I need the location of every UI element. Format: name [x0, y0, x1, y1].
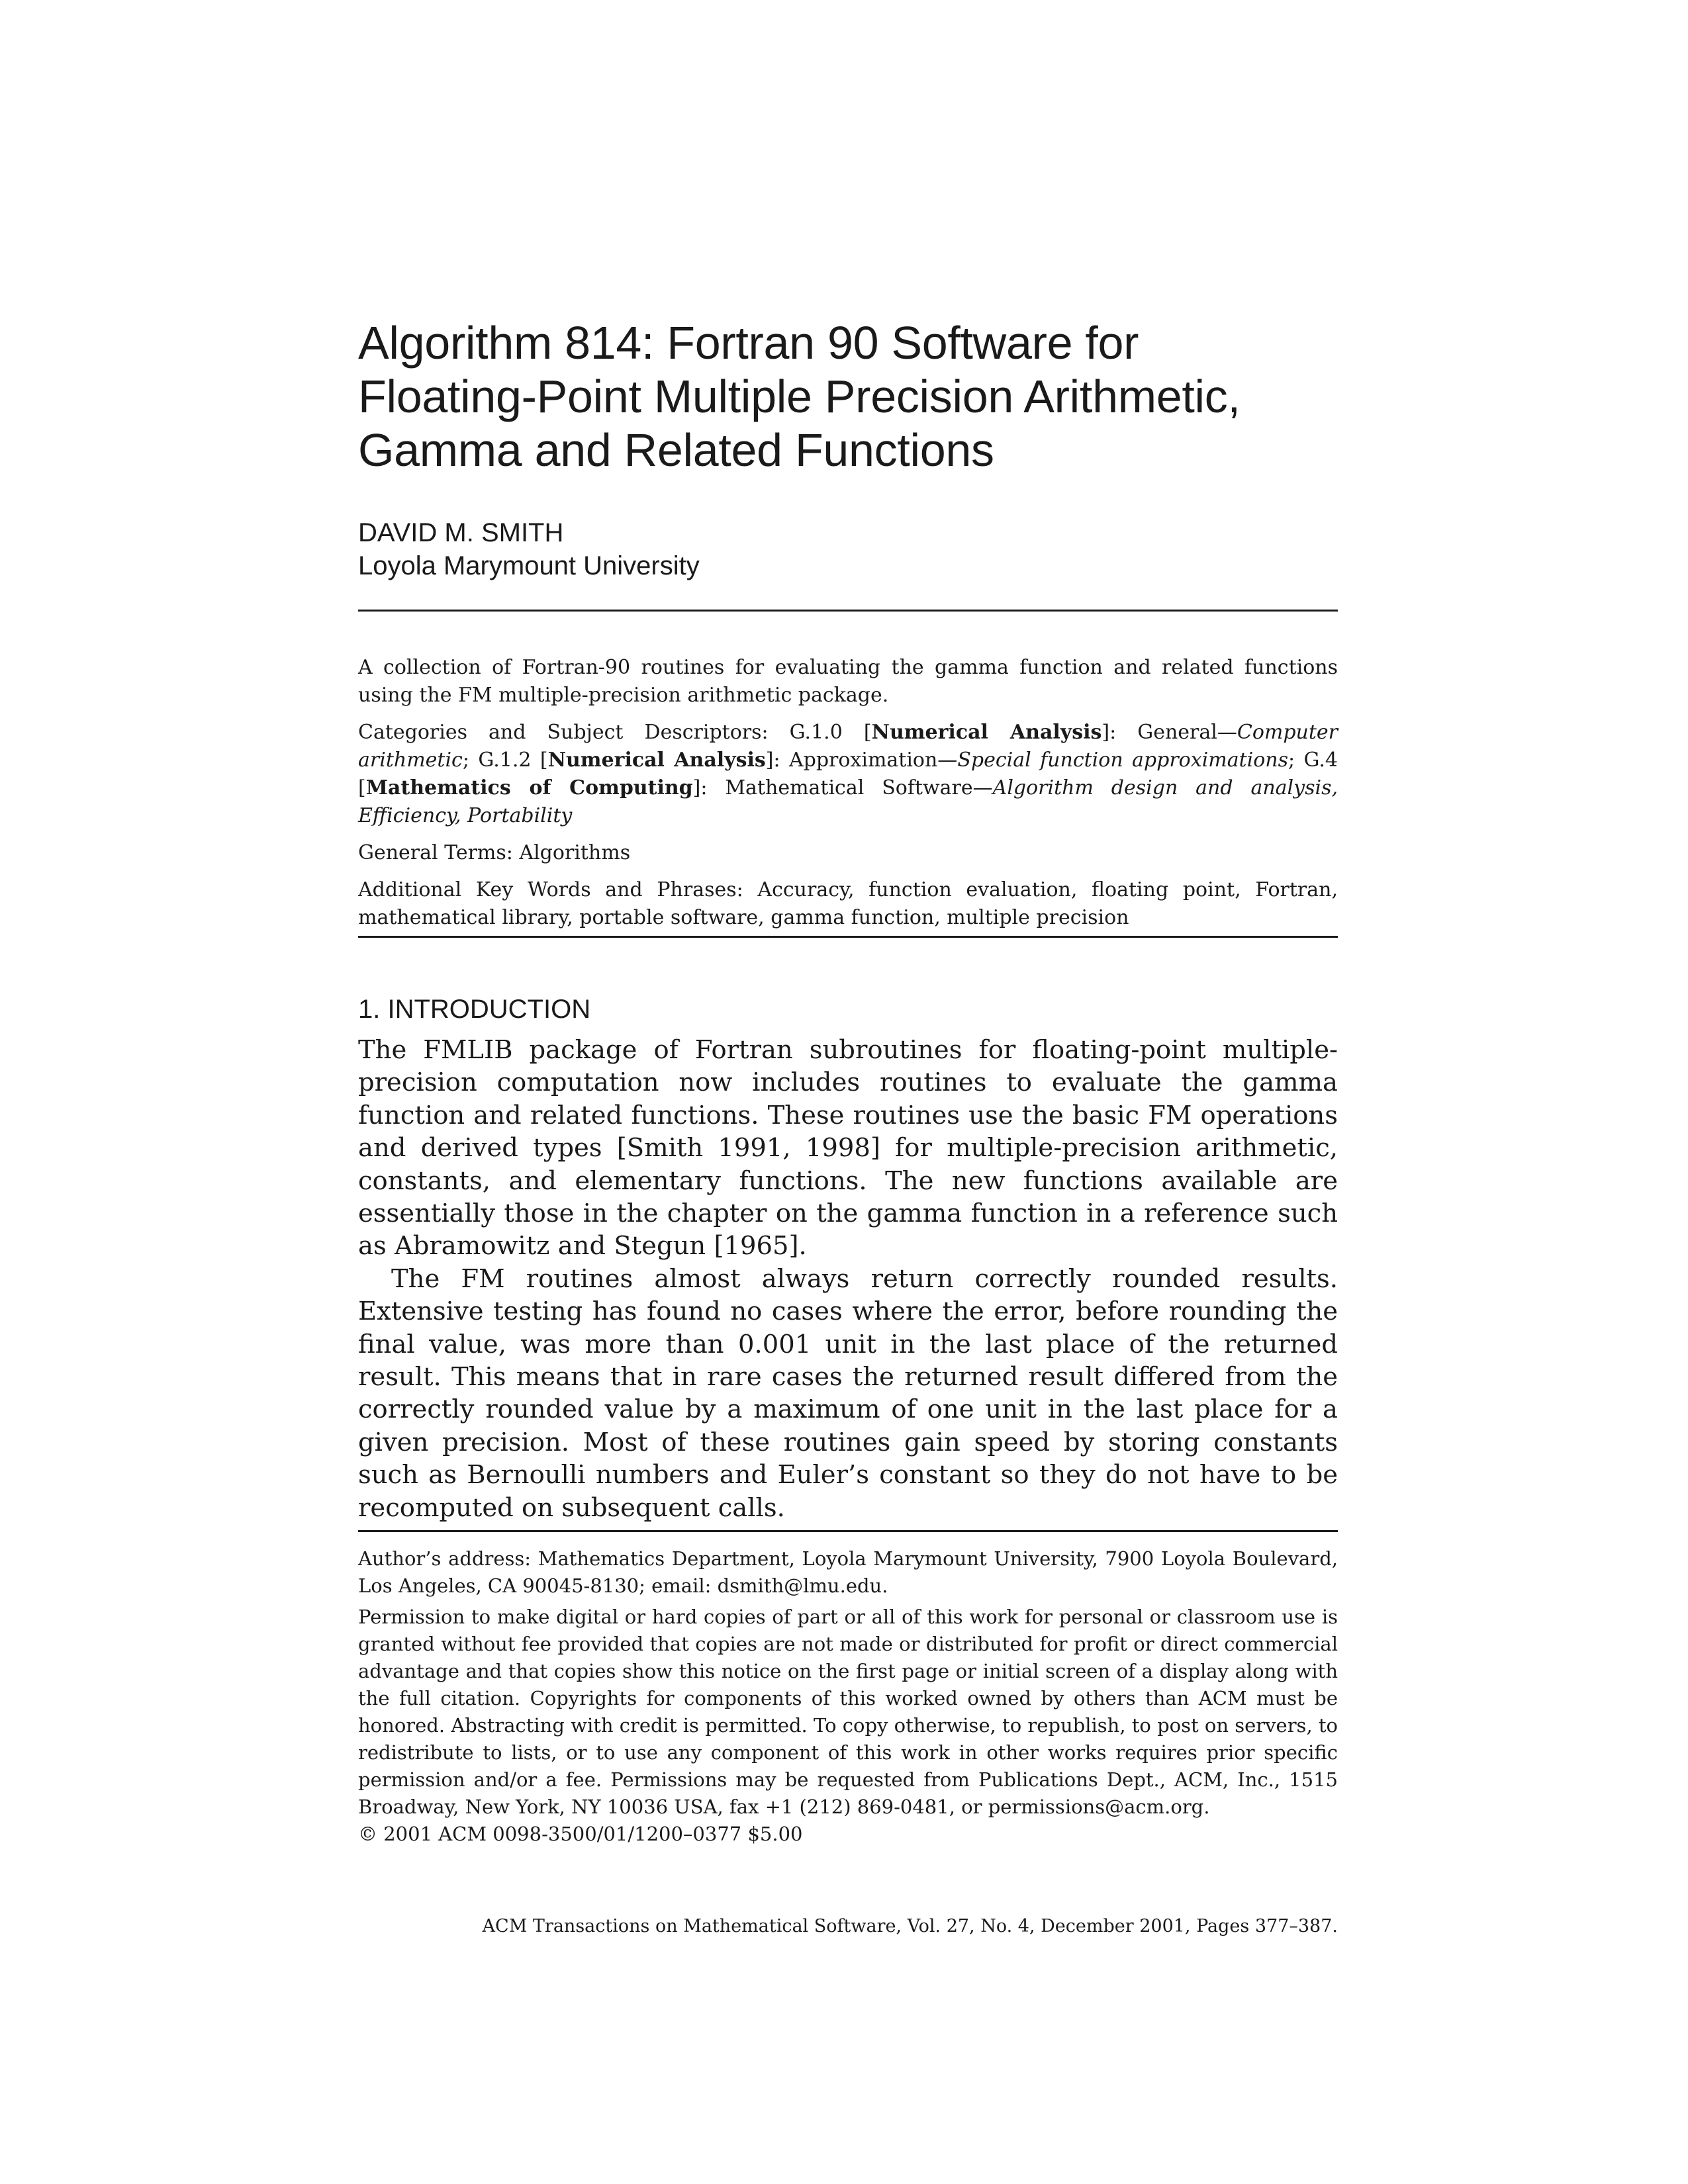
categories-text-4: ; G.4 [ — [358, 749, 1338, 799]
categories-text-1: ]: General— — [1102, 721, 1237, 744]
category-bold-3: Mathematics of Computing — [365, 776, 693, 799]
abstract-bottom-divider — [358, 936, 1338, 938]
category-italic-2: Special function approximations — [957, 749, 1289, 772]
general-terms: General Terms: Algorithms — [358, 841, 631, 864]
author-block — [358, 516, 1338, 582]
body-paragraph-1: The FMLIB package of Fortran subroutines for floating-point multiple-precision computation now includes routines to evaluate the gamma function and related functions. These routines use the basic FM operations and derived types [Smith 1991, 1998] for multiple-precision arithmetic, constants, and elementary functions. The new functions available are essentially those in the chapter on the gamma function in a reference such as Abramowitz and Stegun [1965]. — [358, 1035, 1338, 1261]
category-italic-1: Computer arithmetic — [358, 721, 1338, 772]
author-name: DAVID M. SMITH — [358, 518, 564, 547]
body-paragraph-2: The FM routines almost always return correctly rounded results. Extensive testing has found no cases where the error, before rounding the final value, was more than 0.001 unit in the last place of the returned result. This means that in rare cases the returned result differed from the correctly rounded value by a maximum of one unit in the last place for a given precision. Most of these routines gain speed by storing constants such as Bernoulli numbers and Euler’s constant so they do not have to be recomputed on subsequent calls. — [358, 1263, 1338, 1523]
abstract-summary: A collection of Fortran-90 routines for evaluating the gamma function and related functions using the FM multiple-precision arithmetic package. — [358, 656, 1338, 707]
categories-text-3: ]: Approximation— — [765, 749, 958, 772]
author-affiliation: Loyola Marymount University — [358, 551, 700, 580]
top-divider — [358, 610, 1338, 612]
footnote-divider — [358, 1530, 1338, 1532]
footnote-block — [358, 1545, 1338, 1852]
abstract-block — [358, 654, 1338, 941]
title-line-2: Floating-Point Multiple Precision Arithmetic, — [358, 371, 1241, 422]
keywords: Additional Key Words and Phrases: Accuracy, function evaluation, floating point, Fortran, mathematical library, portable software, gamma function, multiple precision — [358, 878, 1338, 929]
section-body — [358, 1034, 1338, 1524]
permission-notice: Permission to make digital or hard copies of part or all of this work for personal or classroom use is granted without fee provided that copies are not made or distributed for profit or direct commercial advantage and that copies show this notice on the first page or initial screen of a display along with the full citation. Copyrights for components of this worked owned by others than ACM must be honored. Abstracting with credit is permitted. To copy otherwise, to republish, to post on servers, to redistribute to lists, or to use any component of this work in other works requires prior specific permission and/or a fee. Permissions may be requested from Publications Dept., ACM, Inc., 1515 Broadway, New York, NY 10036 USA, fax +1 (212) 869-0481, or permissions@acm.org. — [358, 1606, 1338, 1818]
categories-descriptors — [358, 719, 1338, 830]
categories-text-5: ]: Mathematical Software— — [692, 776, 993, 799]
categories-lead: Categories and Subject Descriptors: G.1.0 [ — [358, 721, 872, 744]
category-bold-2: Numerical Analysis — [547, 749, 766, 772]
title-line-1: Algorithm 814: Fortran 90 Software for — [358, 317, 1139, 369]
category-italic-3: Algorithm design and analysis, Efficiency, Portability — [358, 776, 1338, 827]
journal-reference: ACM Transactions on Mathematical Software, Vol. 27, No. 4, December 2001, Pages 377–387. — [482, 1916, 1338, 1936]
category-bold-1: Numerical Analysis — [871, 721, 1102, 744]
paper-title — [358, 316, 1338, 477]
author-address: Author’s address: Mathematics Department, Loyola Marymount University, 7900 Loyola Boulevard, Los Angeles, CA 90045-8130; email: dsmith@lmu.edu. — [358, 1547, 1338, 1597]
section-heading: 1. INTRODUCTION — [358, 995, 591, 1024]
title-line-3: Gamma and Related Functions — [358, 424, 994, 476]
copyright-line: © 2001 ACM 0098-3500/01/1200–0377 $5.00 — [358, 1823, 803, 1845]
categories-text-2: ; G.1.2 [ — [462, 749, 548, 772]
